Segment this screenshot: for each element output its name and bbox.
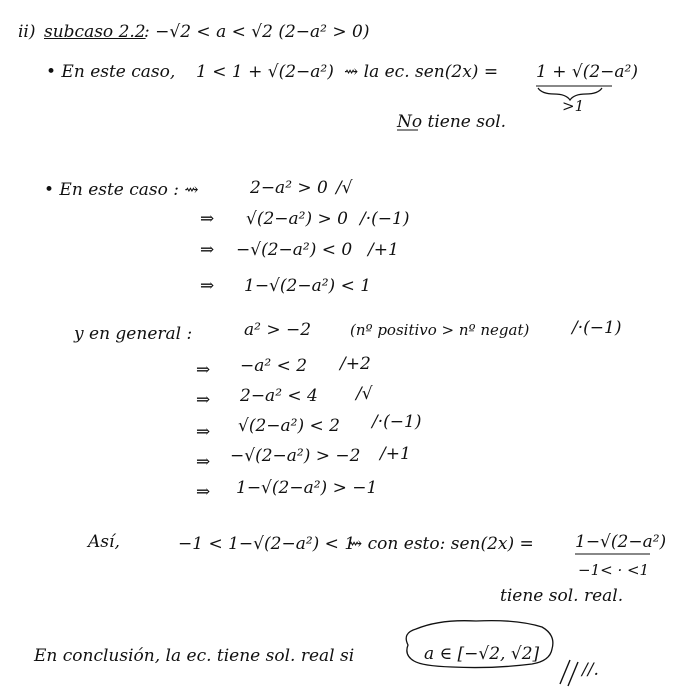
case2-line-implies: ⇒ <box>200 276 215 296</box>
asi-conclusion: tiene sol. real. <box>500 586 624 606</box>
case2-line-op: /+1 <box>368 240 399 260</box>
general-first-expr: a² > −2 <box>244 320 312 340</box>
general-line-implies: ⇒ <box>196 452 211 472</box>
section-label: ii) <box>18 22 36 42</box>
final-answer-interval: a ∈ [−√2, √2] <box>424 644 540 664</box>
general-line-implies: ⇒ <box>196 360 211 380</box>
case2-line-op: /·(−1) <box>360 209 410 229</box>
general-line-op: /+1 <box>380 444 411 464</box>
case2-line-expr: −√(2−a²) < 0 <box>236 240 353 260</box>
general-note: (nº positivo > nº negat) <box>350 321 530 339</box>
general-line-implies: ⇒ <box>196 422 211 442</box>
case2-line-expr: 1−√(2−a²) < 1 <box>244 276 372 296</box>
case2-intro: • En este caso : ⇝ <box>44 180 199 200</box>
asi-rhs: 1−√(2−a²) <box>575 532 667 552</box>
case1-arrow: ⇝ la ec. sen(2x) = <box>344 62 499 82</box>
general-line-expr: −a² < 2 <box>240 356 308 376</box>
case1-rhs: 1 + √(2−a²) <box>536 62 638 82</box>
case1-underbrace-label: >1 <box>562 97 585 115</box>
asi-label: Así, <box>88 532 120 552</box>
final-end-mark: //. <box>582 660 599 680</box>
case2-line-implies: ⇒ <box>200 240 215 260</box>
case1-intro: • En este caso, <box>46 62 176 82</box>
case1-inequality: 1 < 1 + √(2−a²) <box>196 62 334 82</box>
general-line-expr: 1−√(2−a²) > −1 <box>236 478 378 498</box>
case2-line-implies: ⇒ <box>200 209 215 229</box>
final-statement: En conclusión, la ec. tiene sol. real si <box>34 646 355 666</box>
asi-bound-label: −1< · <1 <box>578 561 650 579</box>
section-condition: : −√2 < a < √2 (2−a² > 0) <box>144 22 370 42</box>
general-line-op: /+2 <box>340 354 371 374</box>
end-slashes <box>560 660 578 686</box>
general-line-expr: 2−a² < 4 <box>240 386 318 406</box>
case2-line-expr: 2−a² > 0 <box>250 178 328 198</box>
asi-arrow: ⇝ con esto: sen(2x) = <box>348 534 534 554</box>
case2-line-expr: √(2−a²) > 0 <box>246 209 348 229</box>
general-first-op: /·(−1) <box>572 318 622 338</box>
general-line-op: /√ <box>356 384 373 404</box>
general-line-implies: ⇒ <box>196 390 211 410</box>
general-line-op: /·(−1) <box>372 412 422 432</box>
general-line-expr: √(2−a²) < 2 <box>238 416 340 436</box>
case1-conclusion: No tiene sol. <box>397 112 507 132</box>
general-line-expr: −√(2−a²) > −2 <box>230 446 361 466</box>
asi-inequality: −1 < 1−√(2−a²) < 1 <box>178 534 356 554</box>
general-intro: y en general : <box>74 324 193 344</box>
case2-line-op: /√ <box>336 178 353 198</box>
section-title: subcaso 2.2 <box>44 22 146 42</box>
general-line-implies: ⇒ <box>196 482 211 502</box>
